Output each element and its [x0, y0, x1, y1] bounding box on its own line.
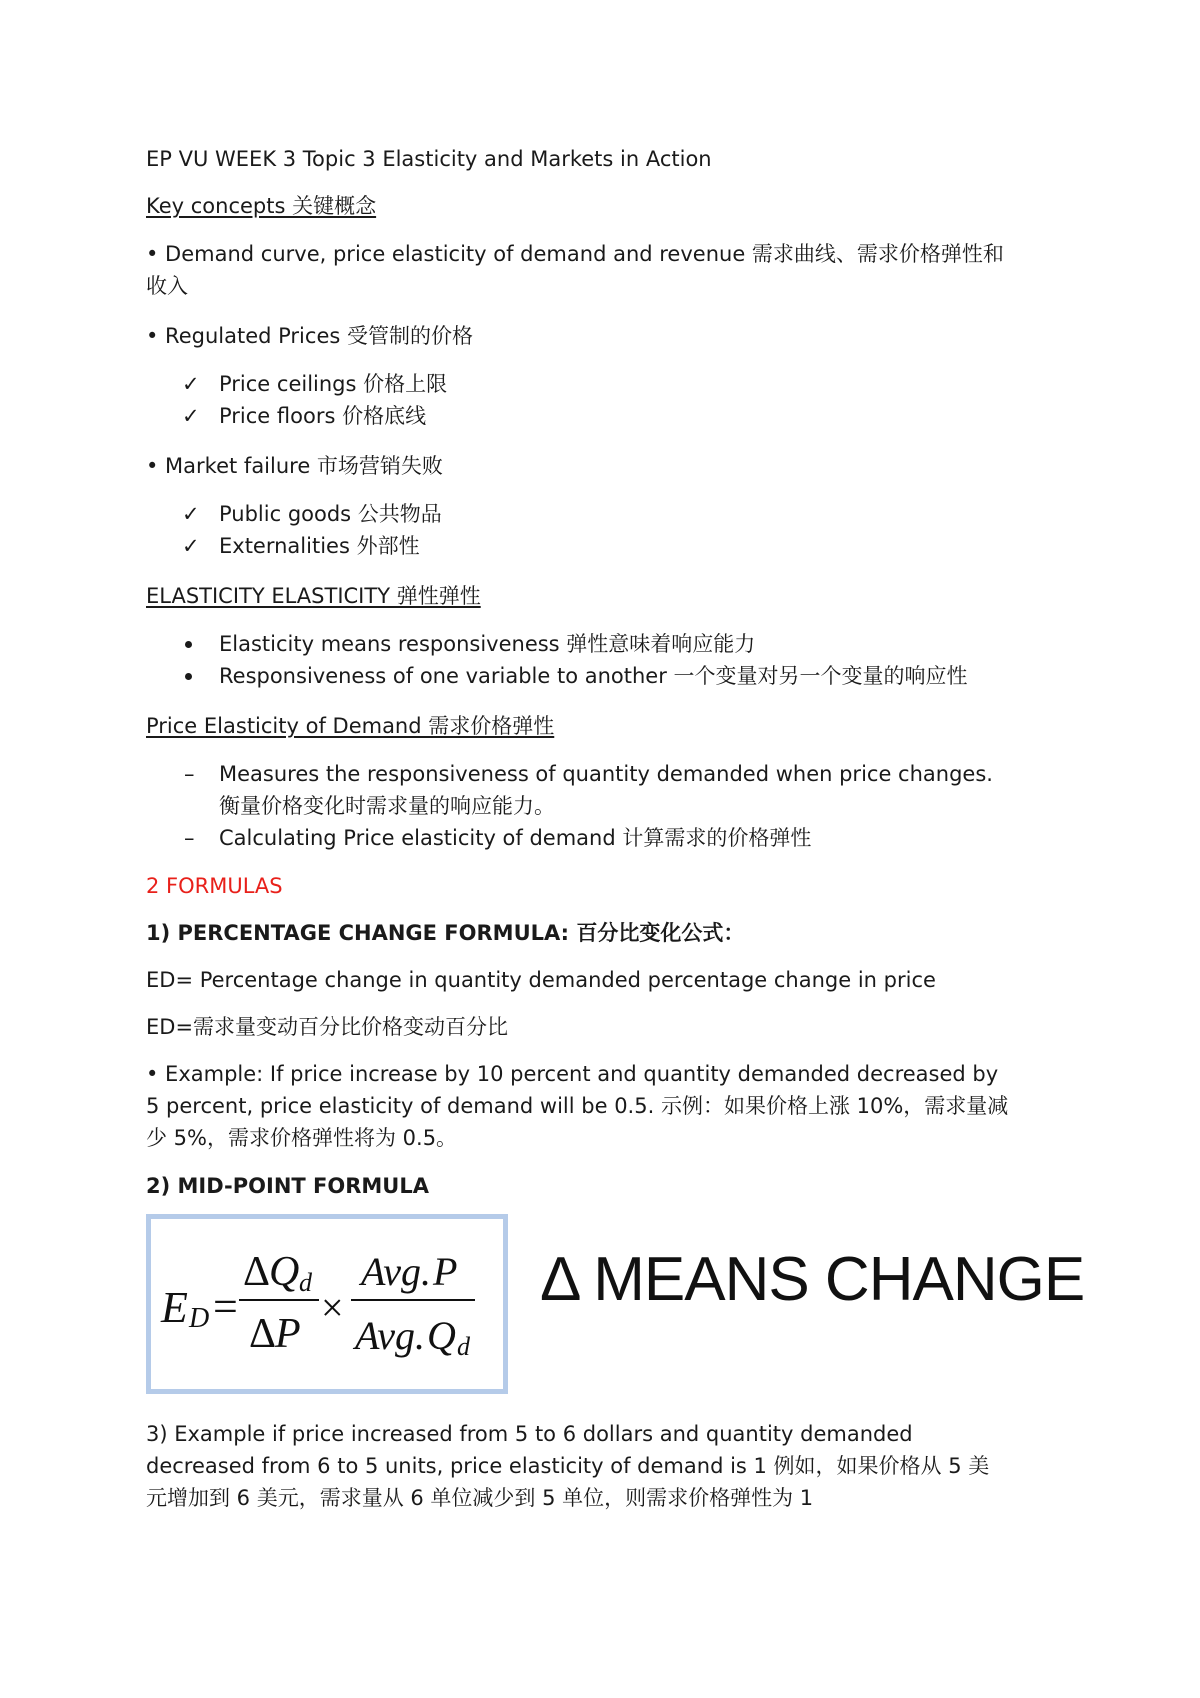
checkmark-icon: ✓ [182, 502, 200, 526]
list-item-externalities: Externalities 外部性 [219, 534, 420, 558]
example3-line-3: 元增加到 6 美元，需求量从 6 单位减少到 5 单位，则需求价格弹性为 1 [146, 1486, 814, 1510]
formula-lhs: E [161, 1283, 188, 1332]
formulas-heading: 2 FORMULAS [146, 874, 283, 898]
checkmark-icon: ✓ [182, 404, 200, 428]
elasticity-heading: ELASTICITY ELASTICITY 弹性弹性 [146, 584, 481, 608]
percentage-formula-cn: ED=需求量变动百分比价格变动百分比 [146, 1015, 509, 1039]
bullet-demand-curve: • Demand curve, price elasticity of demand and revenue 需求曲线、需求价格弹性和 [146, 242, 1004, 266]
example3-line-2: decreased from 6 to 5 units, price elasticity of demand is 1 例如，如果价格从 5 美 [146, 1454, 990, 1478]
formula-dot-top: . [421, 1249, 431, 1294]
formula-avg-q-sub: d [457, 1332, 470, 1361]
formula-q: Q [269, 1249, 300, 1295]
bullet-regulated-prices: • Regulated Prices 受管制的价格 [146, 324, 473, 348]
formula-q-sub: d [299, 1268, 312, 1297]
means-change-label: Δ MEANS CHANGE [540, 1245, 1085, 1314]
list-item-price-floors: Price floors 价格底线 [219, 404, 427, 428]
fraction-bar-right [351, 1299, 475, 1301]
percentage-formula-en: ED= Percentage change in quantity demanded percentage change in price [146, 968, 936, 992]
list-item-public-goods: Public goods 公共物品 [219, 502, 442, 526]
midpoint-formula-image [146, 1214, 508, 1394]
formula-avg-q: Q [427, 1313, 456, 1358]
document-title: EP VU WEEK 3 Topic 3 Elasticity and Markets in Action [146, 147, 712, 171]
formula-delta-top: Δ [243, 1249, 271, 1295]
checkmark-icon: ✓ [182, 372, 200, 396]
ped-heading: Price Elasticity of Demand 需求价格弹性 [146, 714, 555, 738]
bullet-market-failure: • Market failure 市场营销失败 [146, 454, 443, 478]
dash-marker: – [184, 762, 195, 786]
formula-delta-bottom: Δ [249, 1311, 277, 1357]
formula-equals: = [213, 1282, 238, 1331]
example-line-3: 少 5%，需求价格弹性将为 0.5。 [146, 1126, 458, 1150]
formula-dot-bottom: . [415, 1313, 425, 1358]
formula-avg-bottom: Avg [355, 1313, 415, 1358]
bullet-dot-icon [185, 641, 192, 648]
list-item-responsiveness: Elasticity means responsiveness 弹性意味着响应能力 [219, 632, 756, 656]
midpoint-formula-svg [151, 1219, 503, 1389]
list-item-variable: Responsiveness of one variable to another 一个变量对另一个变量的响应性 [219, 664, 968, 688]
list-item-calculating: Calculating Price elasticity of demand 计算需求的价格弹性 [219, 826, 812, 850]
bullet-demand-curve-cont: 收入 [146, 274, 188, 298]
example-line-1: • Example: If price increase by 10 percent and quantity demanded decreased by [146, 1062, 999, 1086]
formula-p: P [275, 1311, 301, 1357]
midpoint-formula-heading: 2) MID-POINT FORMULA [146, 1174, 429, 1198]
checkmark-icon: ✓ [182, 534, 200, 558]
formula-avg-top: Avg [361, 1249, 421, 1294]
example3-line-1: 3) Example if price increased from 5 to 6 dollars and quantity demanded [146, 1422, 913, 1446]
formula-times: × [321, 1285, 344, 1330]
example-line-2: 5 percent, price elasticity of demand will be 0.5. 示例：如果价格上涨 10%，需求量减 [146, 1094, 1009, 1118]
key-concepts-heading: Key concepts 关键概念 [146, 194, 377, 218]
dash-marker: – [184, 826, 195, 850]
percentage-formula-heading: 1) PERCENTAGE CHANGE FORMULA: 百分比变化公式： [146, 921, 745, 945]
bullet-dot-icon [185, 673, 192, 680]
list-item-price-ceilings: Price ceilings 价格上限 [219, 372, 448, 396]
formula-lhs-sub: D [189, 1303, 210, 1334]
list-item-measures: Measures the responsiveness of quantity demanded when price changes. [219, 762, 993, 786]
fraction-bar-left [239, 1299, 319, 1301]
formula-avg-p: P [433, 1249, 458, 1294]
list-item-measures-cn: 衡量价格变化时需求量的响应能力。 [219, 794, 555, 818]
